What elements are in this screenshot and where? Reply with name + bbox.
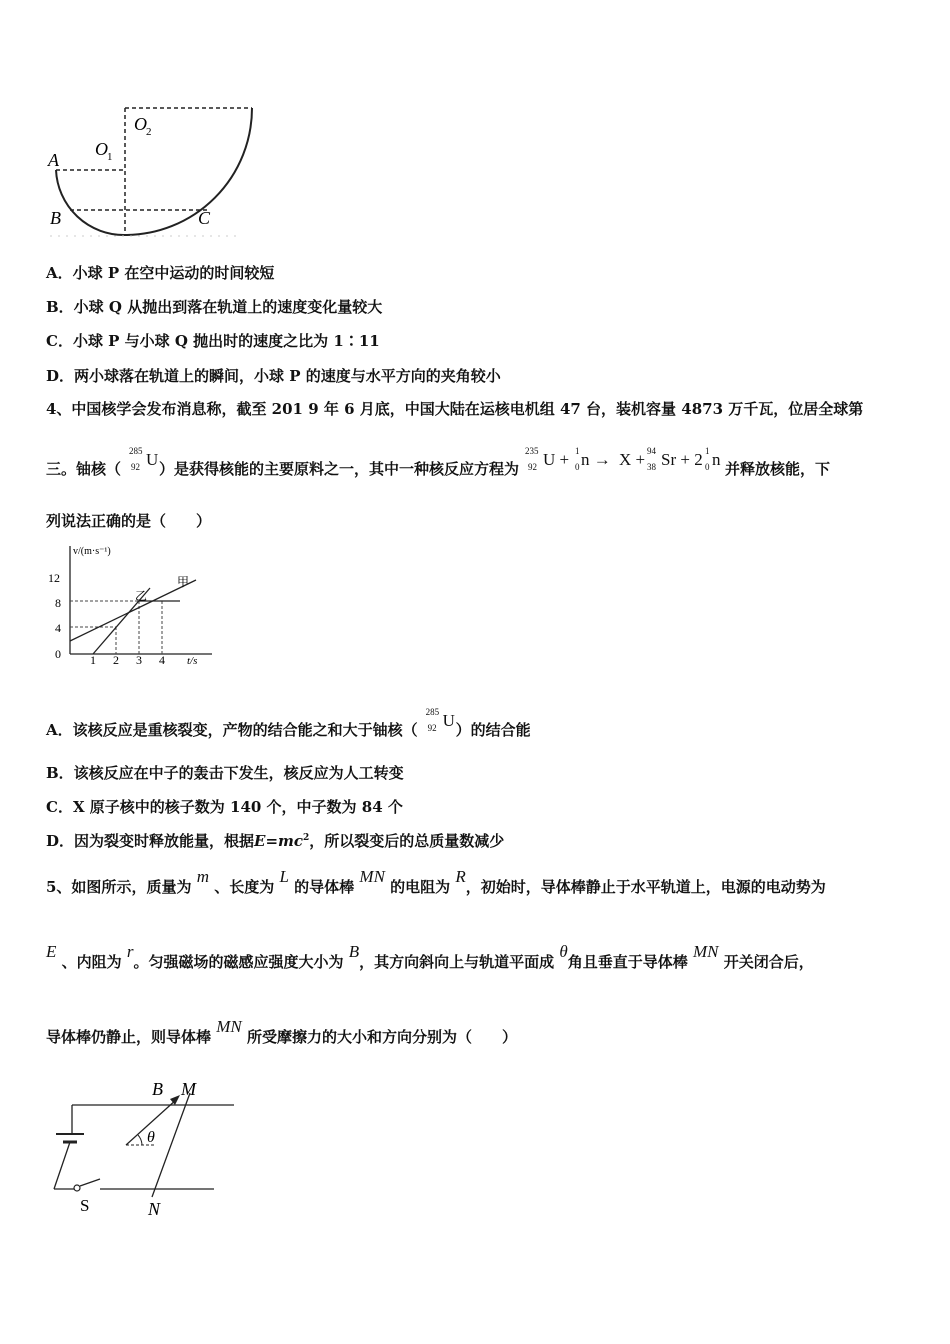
q5-text-2: 、长度为 (214, 878, 275, 896)
q3-option-d: D．两小球落在轨道上的瞬间，小球 P 的速度与水平方向的夹角较小 (46, 367, 501, 385)
series-yi-label: 乙 (135, 589, 148, 603)
var-MN-3: MN (216, 1017, 242, 1036)
x-axis-label: t/s (187, 655, 198, 667)
q4-line-2 (46, 446, 831, 479)
conductor-rod-mn (152, 1093, 190, 1197)
q4-option-a (46, 707, 531, 740)
q5-text-6: 、内阻为 (61, 953, 122, 971)
label-a: A (48, 150, 59, 170)
u285b-num: 92 (427, 723, 437, 733)
q5-text-10: 开关闭合后， (723, 953, 814, 971)
q4-option-d-2: ，所以裂变后的总质量数减少 (309, 832, 505, 850)
q5-line-1 (46, 867, 826, 897)
series-jia-label: 甲 (177, 575, 190, 589)
xtick-4: 4 (159, 653, 165, 667)
label-o2: O (134, 114, 147, 134)
q4-line-1: 4、中国核学会发布消息称，截至 201 9 年 6 月底，中国大陆在运核电机组 47 台，装机容量 4873 万千瓦，位居全球第 (46, 400, 864, 418)
q5-text-11: 导体棒仍静止，则导体棒 (46, 1028, 212, 1046)
var-m: m (196, 867, 209, 886)
q5-text-12: 所受摩擦力的大小和方向分别为（ ） (246, 1028, 517, 1046)
y-axis-label: v/(m·s⁻¹) (73, 546, 111, 557)
u285-num: 92 (131, 462, 141, 472)
label-n: N (148, 1199, 161, 1219)
eq-sr-num: 38 (647, 462, 657, 472)
xtick-1: 1 (90, 653, 96, 667)
eq-sr-mass: 94 (647, 446, 657, 456)
u285-sym: U (146, 450, 159, 469)
var-r: r (126, 942, 134, 961)
switch-contact (74, 1185, 80, 1191)
ytick-0: 0 (55, 647, 61, 661)
var-MN-2: MN (693, 942, 719, 961)
q5-text-4: 的电阻为 (390, 878, 451, 896)
var-MN-1: MN (359, 867, 385, 886)
q4-option-a-1: A．该核反应是重核裂变，产物的结合能之和大于铀核（ (46, 721, 418, 739)
eq-u: U + (543, 450, 570, 469)
eq-n: n → (581, 450, 611, 469)
label-o1: O (95, 139, 108, 159)
q4-option-d-1: D．因为裂变时释放能量，根据 (46, 832, 255, 850)
q4-option-d (46, 830, 504, 851)
u285b-sym: U (442, 711, 455, 730)
q4-line-2-b: ）是获得核能的主要原料之一，其中一种核反应方程为 (159, 460, 520, 478)
theta-arc (138, 1135, 142, 1145)
q5-line-2 (46, 942, 814, 972)
q3-option-b: B．小球 Q 从抛出到落在轨道上的速度变化量较大 (46, 298, 383, 316)
label-s: S (80, 1196, 90, 1215)
track-diagram (40, 98, 270, 243)
q4-option-b: B．该核反应在中子的轰击下发生，核反应为人工转变 (46, 764, 404, 782)
small-arc (56, 170, 125, 235)
label-o1-sub: 1 (107, 151, 113, 163)
q3-option-c: C．小球 P 与小球 Q 抛出时的速度之比为 1∶11 (46, 332, 380, 350)
switch-blade (80, 1179, 100, 1186)
left-wire-bottom (54, 1142, 70, 1189)
ytick-4: 4 (55, 621, 61, 635)
vt-graph (44, 540, 214, 670)
eq-u-mass: 235 (525, 446, 539, 456)
var-E: E (46, 942, 57, 961)
q5-text-1: 5、如图所示，质量为 (46, 878, 192, 896)
q5-text-9: 角且垂直于导体棒 (567, 953, 688, 971)
reaction-equation (519, 446, 725, 478)
eq-x: X + (619, 450, 646, 469)
u285b-mass: 285 (425, 707, 440, 717)
series-jia-line (70, 580, 196, 641)
q4-option-c: C．X 原子核中的核子数为 140 个，中子数为 84 个 (46, 798, 403, 816)
label-theta: θ (147, 1129, 155, 1146)
eq-n-num: 0 (575, 462, 580, 472)
eq-u-num: 92 (528, 462, 538, 472)
label-b: B (50, 208, 61, 228)
emc2-equation: E=mc (254, 832, 304, 850)
var-theta: θ (559, 942, 568, 961)
q5-text-5: ，初始时，导体棒静止于水平轨道上，电源的电动势为 (465, 878, 826, 896)
q4-line-2-a: 三。铀核（ (46, 460, 122, 478)
eq-n2: n (712, 450, 721, 469)
q4-line-3: 列说法正确的是（ ） (46, 512, 212, 530)
label-m: M (181, 1079, 196, 1099)
label-b: B (152, 1079, 163, 1099)
label-o2-sub: 2 (146, 126, 152, 138)
q4-option-a-2: ）的结合能 (455, 721, 531, 739)
q5-text-7: 。匀强磁场的磁感应强度大小为 (133, 953, 344, 971)
xtick-3: 3 (136, 653, 142, 667)
var-L: L (279, 867, 289, 886)
circuit-diagram (44, 1075, 244, 1225)
var-R: R (455, 867, 466, 886)
xtick-2: 2 (113, 653, 119, 667)
eq-sr: Sr + 2 (661, 450, 703, 469)
emc2-sup: 2 (303, 833, 310, 843)
eq-n2-num: 0 (705, 462, 710, 472)
q4-line-2-c: 并释放核能，下 (725, 460, 831, 478)
uranium-285-symbol-2 (418, 707, 456, 739)
q5-text-8: ，其方向斜向上与轨道平面成 (359, 953, 555, 971)
q3-option-a: A．小球 P 在空中运动的时间较短 (46, 264, 275, 282)
u285-mass: 285 (129, 446, 143, 456)
uranium-285-symbol (121, 446, 159, 478)
eq-n2-mass: 1 (705, 446, 710, 456)
ytick-8: 8 (55, 596, 61, 610)
q5-line-3 (46, 1017, 517, 1047)
ytick-12: 12 (48, 571, 60, 585)
label-c: C (198, 208, 211, 228)
q5-text-3: 的导体棒 (294, 878, 355, 896)
eq-n-mass: 1 (575, 446, 580, 456)
var-B: B (348, 942, 360, 961)
